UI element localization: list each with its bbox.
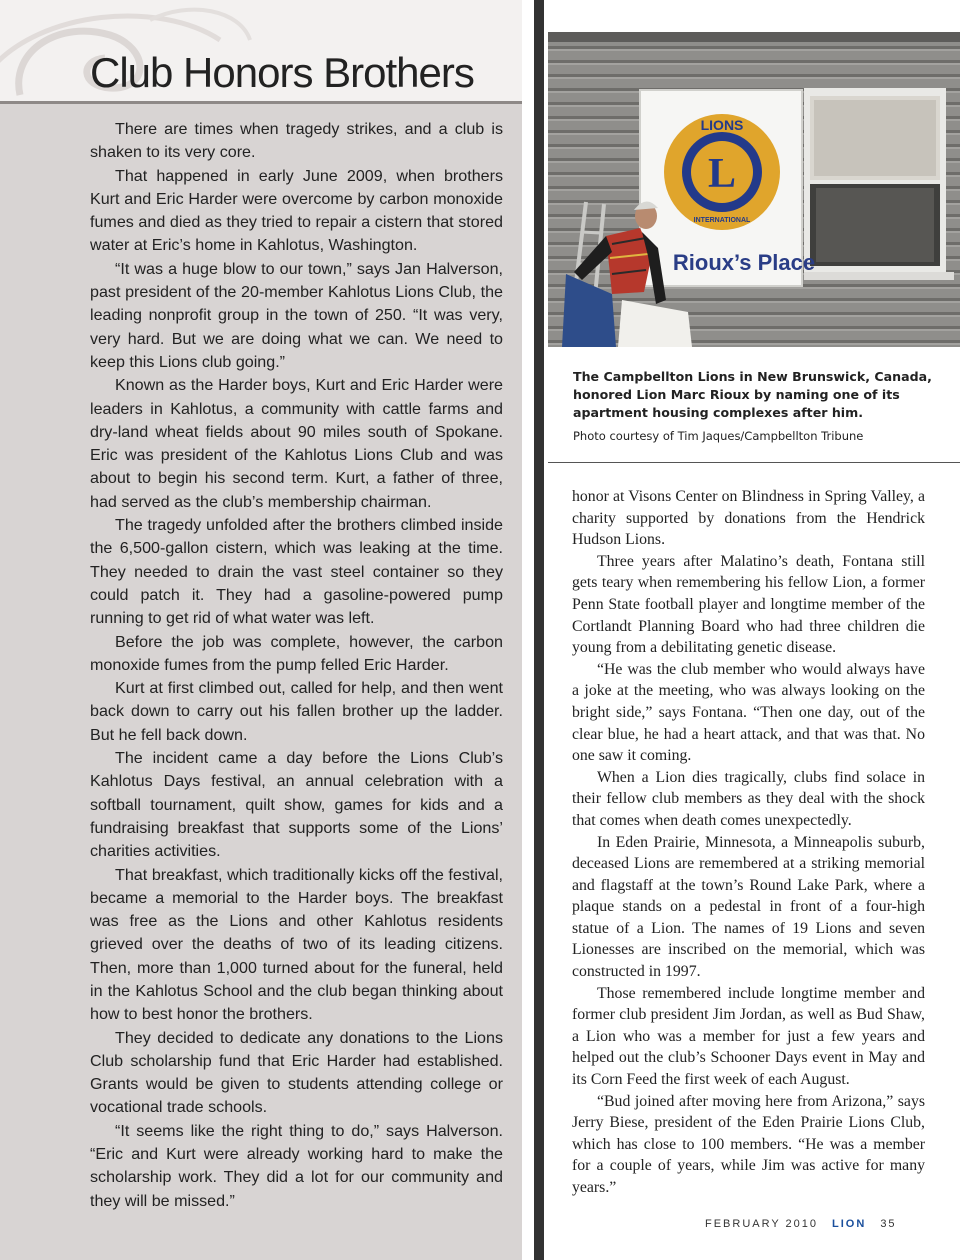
photo-caption bbox=[573, 368, 933, 444]
left-article-text bbox=[90, 118, 503, 1213]
paragraph: There are times when tragedy strikes, and a club is shaken to its very core. bbox=[90, 120, 503, 162]
paragraph: That happened in early June 2009, when brothers Kurt and Eric Harder were overcome by carbon monoxide fumes and died as they tried to repair a cistern that stored water at Eric’s home in Kahlotus, Washington. bbox=[90, 166, 503, 255]
page-number: 35 bbox=[880, 1218, 897, 1230]
paragraph: Three years after Malatino’s death, Fontana still gets teary when remembering his fellow Lion, a former Penn State football player and longtime member of the Cortlandt Planning Board who had three children die young from a debilitating genetic disease. bbox=[572, 552, 925, 657]
paragraph: “He was the club member who would always have a joke at the meeting, who was always looking on the bright side,” says Fontana. “Then one day, out of the clear blue, he had a heart attack, and that was that. No one saw it coming. bbox=[572, 660, 925, 765]
paragraph: The tragedy unfolded after the brothers climbed inside the 6,500-gallon cistern, which was leaking at the time. They needed to drain the vast steel container so they could patch it. They had a gasoline-powered pump running to get rid of what water was left. bbox=[90, 516, 503, 628]
issue-date: FEBRUARY 2010 bbox=[705, 1218, 819, 1230]
paragraph: When a Lion dies tragically, clubs find solace in their fellow club members as they deal with the shock that comes when death comes unexpectedly. bbox=[572, 768, 925, 829]
paragraph: “It was a huge blow to our town,” says Jan Halverson, past president of the 20-member Kahlotus Lions Club, the leading nonprofit group in the town of 250. “It was very, very hard. But we are doing what we can. We need to keep this Lions club going.” bbox=[90, 259, 503, 371]
headline-rule bbox=[0, 101, 522, 104]
sign-text: Rioux’s Place bbox=[672, 250, 816, 275]
photo-credit: Photo courtesy of Tim Jaques/Campbellton Tribune bbox=[573, 429, 864, 443]
emblem-bottom-text: INTERNATIONAL bbox=[693, 217, 751, 224]
column-divider bbox=[534, 0, 544, 1260]
right-article-text bbox=[572, 486, 925, 1199]
paragraph: Kurt at first climbed out, called for help, and then went back down to carry out his fallen brother up the ladder. But he fell back down. bbox=[90, 679, 503, 744]
paragraph: In Eden Prairie, Minnesota, a Minneapolis suburb, deceased Lions are remembered at a striking memorial and flagstaff at the town’s Round Lake Park, where a plaque stands on a pedestal in front of a four-high statue of a Lion. The names of 19 Lions and seven Lionesses are inscribed on the memorial, which was constructed in 1997. bbox=[572, 833, 925, 981]
article-photo bbox=[548, 32, 960, 347]
caption-divider bbox=[548, 462, 960, 463]
paragraph: “Bud joined after moving here from Arizona,” says Jerry Biese, president of the Eden Prairie Lions Club, which has close to 100 members. “He was a member for a couple of years, while Jim was active for many years.” bbox=[572, 1092, 925, 1196]
emblem-top-text: LIONS bbox=[700, 117, 744, 133]
paragraph: Those remembered include longtime member and former club president Jim Jordan, as well as Bud Shaw, a Lion who was a member for just a few years and helped out the club’s Schooner Days event in May and its Corn Feed the first week of each August. bbox=[572, 984, 925, 1089]
lions-sign bbox=[640, 90, 815, 286]
paragraph: They decided to dedicate any donations to the Lions Club scholarship fund that Eric Harder had established. Grants would be given to students attending college or vocational trade schools. bbox=[90, 1028, 503, 1117]
headline-banner bbox=[0, 0, 522, 104]
paragraph: Before the job was complete, however, the carbon monoxide fumes from the pump felled Eric Harder. bbox=[90, 632, 503, 674]
paragraph: That breakfast, which traditionally kicks off the festival, became a memorial to the Harder boys. The breakfast was free as the Lions and other Kahlotus residents grieved over the deaths of two of its leading citizens. Then, more than 1,000 turned about for the funeral, held in the Kahlotus School and the club began thinking about how to best honor the brothers. bbox=[90, 865, 503, 1024]
magazine-name: LION bbox=[832, 1218, 867, 1230]
article-headline: Club Honors Brothers bbox=[90, 49, 474, 96]
page-footer bbox=[705, 1218, 897, 1230]
paragraph: “It seems like the right thing to do,” says Halverson. “Eric and Kurt were already working hard to make the scholarship work. They did a lot for our community and they will be missed.” bbox=[90, 1121, 503, 1210]
caption-text: The Campbellton Lions in New Brunswick, Canada, honored Lion Marc Rioux by naming one of its apartment housing complexes after him. bbox=[573, 369, 932, 420]
paragraph: honor at Visons Center on Blindness in Spring Valley, a charity supported by donations from the Hendrick Hudson Lions. bbox=[572, 488, 925, 549]
building-photo-illustration bbox=[548, 32, 960, 347]
paragraph: The incident came a day before the Lions Club’s Kahlotus Days festival, an annual celebration with a softball tournament, quilt show, games for kids and a fundraising breakfast that supports some of the Lions’ charities activities. bbox=[90, 749, 503, 861]
paragraph: Known as the Harder boys, Kurt and Eric Harder were leaders in Kahlotus, a community with cattle farms and dry-land wheat fields about 90 miles south of Spokane. Eric was president of the Kahlotus Lions Club and was about to begin his second term. Kurt, a father of three, had served as the club’s membership chairman. bbox=[90, 376, 503, 511]
emblem-letter: L bbox=[707, 151, 737, 197]
window bbox=[804, 88, 954, 280]
